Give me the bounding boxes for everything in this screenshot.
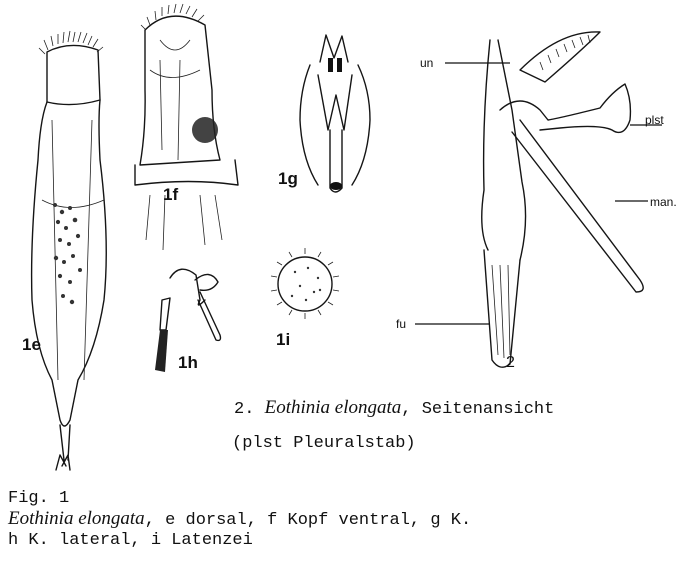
label-1h: 1h — [178, 353, 198, 372]
drawing-2-side-view — [396, 32, 677, 371]
label-1e: 1e — [22, 335, 41, 354]
label-un: un — [420, 56, 434, 70]
label-man: man. — [650, 195, 677, 209]
label-1f: 1f — [163, 185, 179, 204]
label-1g: 1g — [278, 169, 298, 188]
drawing-1e-dorsal-view — [22, 31, 106, 470]
caption-fig2-number: 2. — [234, 400, 255, 419]
body-granules — [53, 203, 82, 304]
fulcrum-lateral — [155, 330, 168, 372]
mastax-sphere — [192, 117, 218, 143]
caption-fig2-line2: (plst Pleuralstab) — [232, 434, 416, 453]
egg-spines — [271, 248, 339, 319]
caption-fig1-line2: h K. lateral, i Latenzei — [8, 531, 253, 550]
egg-shell — [278, 257, 332, 311]
fulcrum-tip — [330, 182, 342, 190]
caption-fig1-line1 — [8, 508, 471, 532]
drawing-1g-trophi — [278, 35, 370, 192]
drawing-1i-resting-egg — [271, 248, 339, 349]
head-cilia — [141, 4, 204, 30]
caption-fig1-species: Eothinia elongata — [8, 508, 145, 529]
caption-fig2-rest: , Seitenansicht — [401, 400, 555, 419]
caption-fig1-rest: , e dorsal, f Kopf ventral, g K. — [144, 511, 472, 530]
drawing-1h-trophi-lateral — [155, 269, 221, 372]
egg-surface-dots — [291, 267, 321, 301]
label-2: 2 — [506, 354, 515, 371]
label-1i: 1i — [276, 330, 291, 349]
trophi-tooth-left — [328, 58, 333, 72]
drawing-1f-head-ventral — [135, 4, 238, 250]
label-fu: fu — [396, 317, 407, 331]
caption-fig2-line1 — [234, 397, 554, 421]
caption-fig1-heading: Fig. 1 — [8, 489, 70, 508]
label-plst: plst — [645, 113, 664, 127]
caption-fig2-species: Eothinia elongata — [264, 397, 402, 418]
trophi-tooth-right — [337, 58, 342, 72]
